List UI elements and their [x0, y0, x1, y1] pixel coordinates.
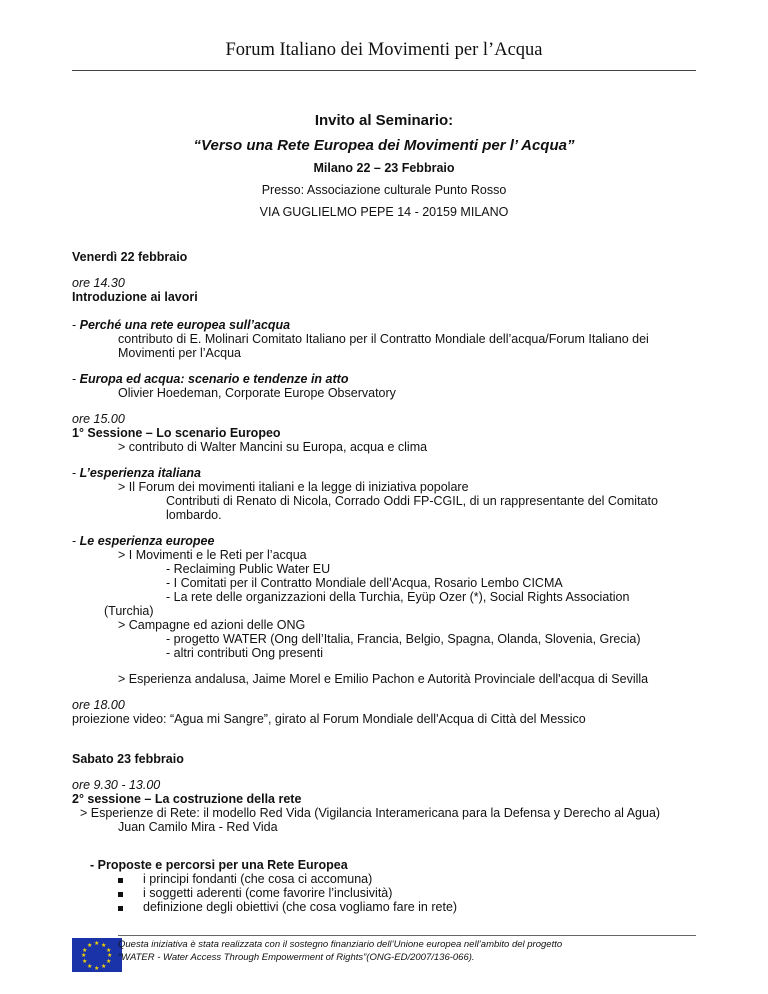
agenda-item-3-title: L’esperienza italiana: [79, 466, 201, 480]
friday-video: proiezione video: “Agua mi Sangre”, girato al Forum Mondiale dell'Acqua di Città del Messico: [72, 712, 586, 726]
session-2-line-1: > Esperienze di Rete: il modello Red Vida (Vigilancia Interamericana para la Defensa y Derecho al Agua): [80, 806, 661, 820]
invite-dates: Milano 22 – 23 Febbraio: [313, 161, 455, 175]
friday-time-1: ore 14.30: [72, 276, 125, 290]
friday-intro: Introduzione ai lavori: [72, 290, 198, 304]
list-item: [118, 872, 372, 886]
dash: -: [72, 466, 80, 480]
page-header-title: Forum Italiano dei Movimenti per l’Acqua: [225, 40, 543, 60]
list-item-text: i soggetti aderenti (come favorire l’inclusività): [143, 886, 393, 900]
list-item-text: i principi fondanti (che cosa ci accomuna): [143, 872, 373, 886]
agenda-item-4-line-1: > I Movimenti e le Reti per l’acqua: [118, 548, 307, 562]
proposals-heading: - Proposte e percorsi per una Rete Europea: [90, 858, 348, 872]
agenda-item-4-line-2: - Reclaiming Public Water EU: [166, 562, 331, 576]
saturday-heading: Sabato 23 febbraio: [72, 752, 184, 766]
agenda-item-4-line-8: - altri contributi Ong presenti: [166, 646, 324, 660]
invite-address: VIA GUGLIELMO PEPE 14 - 20159 MILANO: [259, 205, 509, 219]
agenda-item-1-line-1: contributo di E. Molinari Comitato Italiano per il Contratto Mondiale dell’acqua/Forum Italiano dei: [118, 332, 649, 346]
agenda-item-2-title: Europa ed acqua: scenario e tendenze in atto: [79, 372, 349, 386]
agenda-item-3-line-3: lombardo.: [166, 508, 222, 522]
footer-line-1: Questa iniziativa è stata realizzata con il sostegno finanziario dell’Unione europea nell’ambito del progetto: [118, 939, 563, 950]
dash: -: [72, 372, 80, 386]
agenda-item-3: [72, 466, 201, 480]
agenda-item-4: [72, 534, 214, 548]
agenda-item-3-line-1: > Il Forum dei movimenti italiani e la legge di iniziativa popolare: [118, 480, 469, 494]
saturday-time-1: ore 9.30 - 13.00: [72, 778, 161, 792]
agenda-item-1: [72, 318, 290, 332]
agenda-item-4-line-9: > Esperienza andalusa, Jaime Morel e Emilio Pachon e Autorità Provinciale dell'acqua di Sevilla: [118, 672, 649, 686]
dash: -: [72, 534, 80, 548]
agenda-item-2: [72, 372, 348, 386]
dash: -: [72, 318, 80, 332]
agenda-item-4-title: Le esperienza europee: [79, 534, 215, 548]
agenda-item-1-title: Perché una rete europea sull’acqua: [79, 318, 291, 332]
footer-line-2: “WATER - Water Access Through Empowerment of Rights”(ONG-ED/2007/136-066).: [118, 952, 475, 963]
eu-flag-icon: ★ ★ ★ ★ ★ ★ ★ ★ ★ ★ ★ ★: [72, 938, 122, 972]
friday-time-3: ore 18.00: [72, 698, 125, 712]
list-item-text: definizione degli obiettivi (che cosa vogliamo fare in rete): [143, 900, 458, 914]
bullet-icon: [118, 892, 123, 897]
list-item: [118, 886, 392, 900]
bullet-icon: [118, 878, 123, 883]
invite-title: Invito al Seminario:: [314, 112, 454, 129]
agenda-item-3-line-2: Contributi di Renato di Nicola, Corrado Oddi FP-CGIL, di un rappresentante del Comitato: [166, 494, 658, 508]
session-2-line-2: Juan Camilo Mira - Red Vida: [118, 820, 278, 834]
agenda-item-4-line-7: - progetto WATER (Ong dell’Italia, Francia, Belgio, Spagna, Olanda, Slovenia, Grecia): [166, 632, 641, 646]
header-divider: [72, 70, 696, 71]
friday-time-2: ore 15.00: [72, 412, 125, 426]
agenda-item-2-line-1: Olivier Hoedeman, Corporate Europe Observatory: [118, 386, 396, 400]
footer-divider: [118, 935, 696, 936]
invite-venue: Presso: Associazione culturale Punto Rosso: [261, 183, 507, 197]
session-1-title: 1° Sessione – Lo scenario Europeo: [72, 426, 281, 440]
session-1-line: > contributo di Walter Mancini su Europa, acqua e clima: [118, 440, 428, 454]
friday-heading: Venerdì 22 febbraio: [72, 250, 188, 264]
invite-subtitle: “Verso una Rete Europea dei Movimenti per l’ Acqua”: [193, 137, 575, 154]
agenda-item-1-line-2: Movimenti per l’Acqua: [118, 346, 241, 360]
agenda-item-4-line-4: - La rete delle organizzazioni della Turchia, Eyüp Ozer (*), Social Rights Association: [166, 590, 630, 604]
agenda-item-4-line-6: > Campagne ed azioni delle ONG: [118, 618, 306, 632]
agenda-item-4-line-3: - I Comitati per il Contratto Mondiale dell’Acqua, Rosario Lembo CICMA: [166, 576, 563, 590]
bullet-icon: [118, 906, 123, 911]
session-2-title: 2° sessione – La costruzione della rete: [72, 792, 302, 806]
list-item: [118, 900, 457, 914]
agenda-item-4-line-5: (Turchia): [104, 604, 154, 618]
